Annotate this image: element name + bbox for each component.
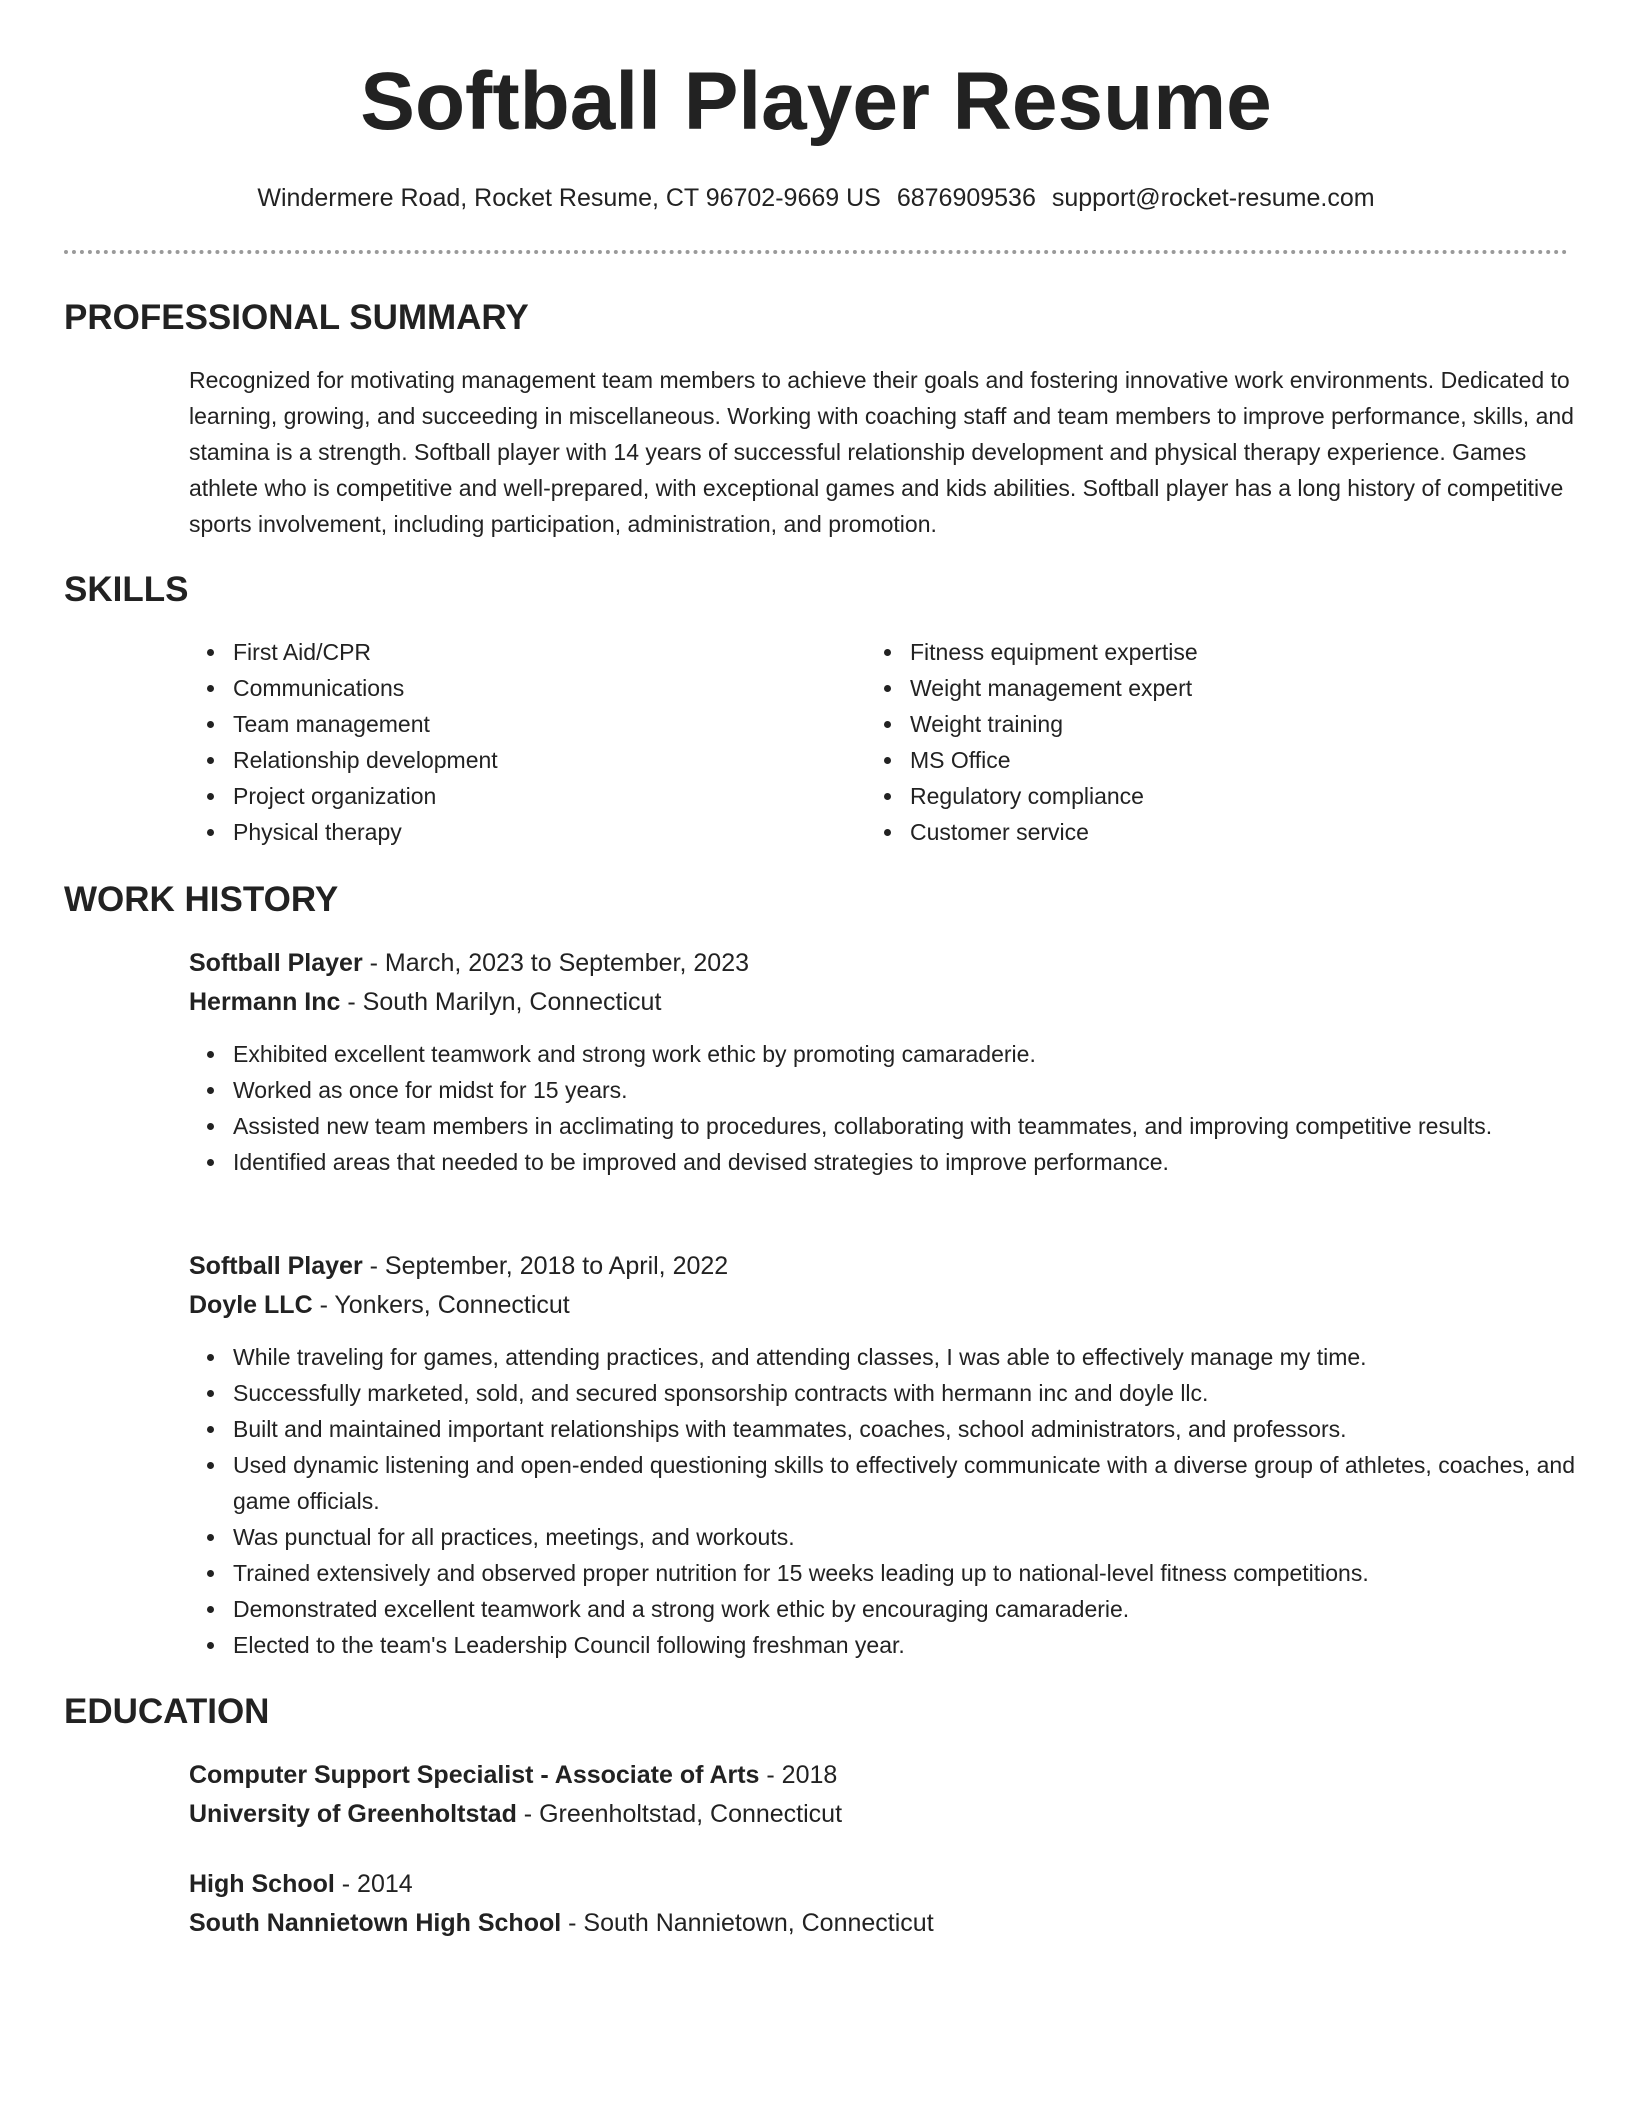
contact-email: support@rocket-resume.com — [1051, 184, 1375, 212]
job-title: Softball Player — [189, 949, 363, 977]
job-duty-item: Exhibited excellent teamwork and strong work ethic by promoting camaraderie. — [189, 1036, 1579, 1072]
skill-item: MS Office — [866, 742, 1566, 778]
skill-item: Fitness equipment expertise — [866, 634, 1566, 670]
skill-item: Relationship development — [189, 742, 839, 778]
job-dates: - September, 2018 to April, 2022 — [362, 1252, 729, 1280]
job-duty-item: While traveling for games, attending practices, and attending classes, I was able to effectively manage my time. — [189, 1339, 1579, 1375]
skill-item: Customer service — [866, 814, 1566, 850]
skill-item: Project organization — [189, 778, 839, 814]
school-location: - South Nannietown, Connecticut — [561, 1909, 934, 1937]
skill-item: Communications — [189, 670, 839, 706]
work-entry — [189, 1247, 1579, 1663]
degree-line — [189, 1865, 1579, 1904]
degree-name: Computer Support Specialist - Associate of Arts — [189, 1761, 760, 1789]
degree-year: - 2014 — [334, 1870, 413, 1898]
work-entry — [189, 944, 1579, 1180]
education-heading: EDUCATION — [64, 1692, 270, 1731]
skill-item: Weight training — [866, 706, 1566, 742]
skill-item: Team management — [189, 706, 839, 742]
skill-item: Physical therapy — [189, 814, 839, 850]
work-heading: WORK HISTORY — [64, 880, 339, 919]
job-duty-item: Used dynamic listening and open-ended questioning skills to effectively communicate with a diverse group of athletes, coaches, and game officials. — [189, 1447, 1579, 1519]
job-duty-item: Identified areas that needed to be improved and devised strategies to improve performance. — [189, 1144, 1579, 1180]
job-duty-item: Worked as once for midst for 15 years. — [189, 1072, 1579, 1108]
education-entry — [189, 1865, 1579, 1943]
skill-item: Regulatory compliance — [866, 778, 1566, 814]
header-divider — [64, 250, 1568, 254]
job-title: Softball Player — [189, 1252, 363, 1280]
page-title: Softball Player Resume — [360, 56, 1272, 147]
school-name: University of Greenholtstad — [189, 1800, 517, 1828]
school-line — [189, 1904, 1579, 1943]
skills-heading: SKILLS — [64, 570, 189, 609]
contact-address: Windermere Road, Rocket Resume, CT 96702-9669 US — [257, 184, 881, 212]
company-name: Hermann Inc — [189, 988, 341, 1016]
education-entry — [189, 1756, 1579, 1834]
company-name: Doyle LLC — [189, 1291, 313, 1319]
company-line — [189, 1286, 1579, 1325]
job-dates: - March, 2023 to September, 2023 — [362, 949, 750, 977]
degree-year: - 2018 — [759, 1761, 838, 1789]
school-name: South Nannietown High School — [189, 1909, 562, 1937]
skills-list-left — [189, 634, 839, 850]
job-title-line — [189, 944, 1579, 983]
job-duty-item: Trained extensively and observed proper nutrition for 15 weeks leading up to national-level fitness competitions. — [189, 1555, 1579, 1591]
school-location: - Greenholtstad, Connecticut — [516, 1800, 843, 1828]
summary-text: Recognized for motivating management team members to achieve their goals and fostering innovative work environments. Dedicated to learning, growing, and succeeding in miscellaneous. Working with coaching staff and team members to improve performance, skills, and stamina is a strength. Softball player with 14 years of successful relationship development and physical therapy experience. Games athlete who is competitive and well-prepared, with exceptional games and kids abilities. Softball player has a long history of competitive sports involvement, including participation, administration, and promotion. — [189, 367, 1574, 537]
contact-info — [0, 180, 1632, 216]
school-line — [189, 1795, 1579, 1834]
job-duty-item: Built and maintained important relationships with teammates, coaches, school administrators, and professors. — [189, 1411, 1579, 1447]
summary-section — [189, 362, 1579, 542]
company-line — [189, 983, 1579, 1022]
contact-phone: 6876909536 — [896, 184, 1036, 212]
company-location: - Yonkers, Connecticut — [312, 1291, 570, 1319]
degree-name: High School — [189, 1870, 335, 1898]
skill-item: Weight management expert — [866, 670, 1566, 706]
job-title-line — [189, 1247, 1579, 1286]
job-duty-item: Was punctual for all practices, meetings, and workouts. — [189, 1519, 1579, 1555]
job-duties-list — [189, 1036, 1579, 1180]
skills-list-right — [866, 634, 1566, 850]
company-location: - South Marilyn, Connecticut — [340, 988, 662, 1016]
skill-item: First Aid/CPR — [189, 634, 839, 670]
job-duty-item: Successfully marketed, sold, and secured sponsorship contracts with hermann inc and doyle llc. — [189, 1375, 1579, 1411]
summary-heading: PROFESSIONAL SUMMARY — [64, 298, 529, 337]
degree-line — [189, 1756, 1579, 1795]
job-duties-list — [189, 1339, 1579, 1663]
job-duty-item: Demonstrated excellent teamwork and a strong work ethic by encouraging camaraderie. — [189, 1591, 1579, 1627]
job-duty-item: Elected to the team's Leadership Council following freshman year. — [189, 1627, 1579, 1663]
job-duty-item: Assisted new team members in acclimating to procedures, collaborating with teammates, and improving competitive results. — [189, 1108, 1579, 1144]
